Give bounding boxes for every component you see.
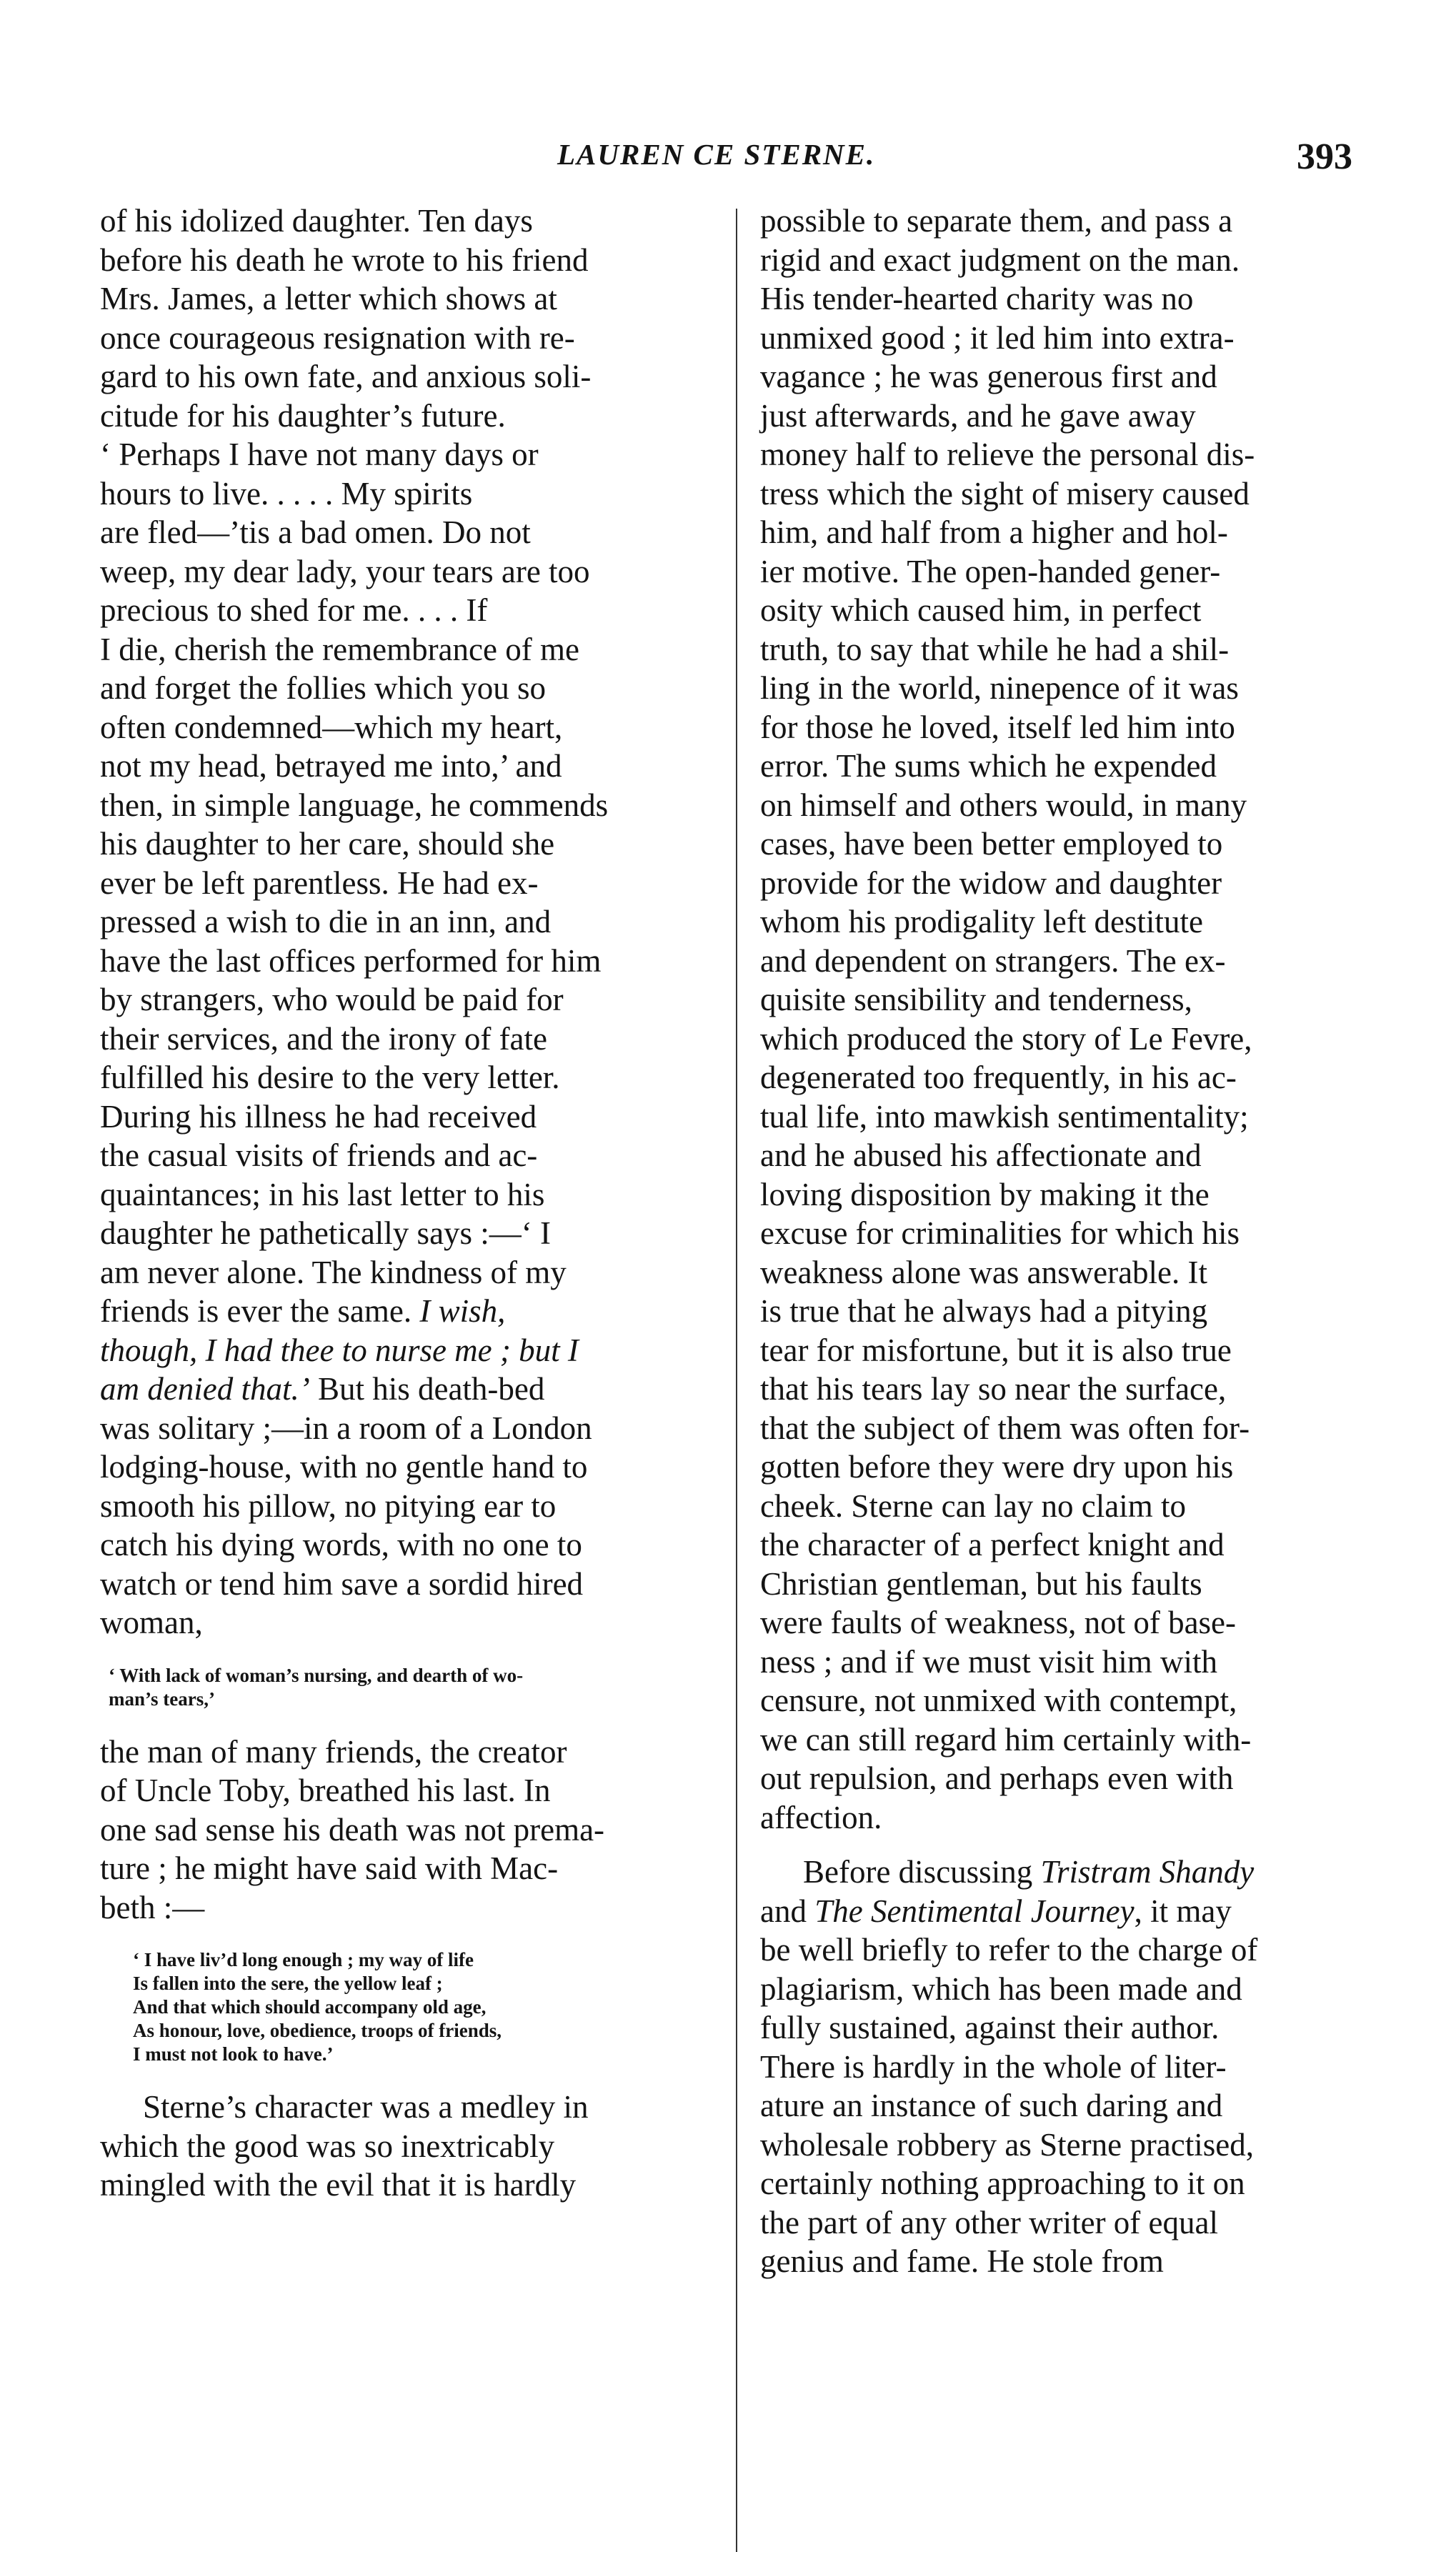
text-line: and The Sentimental Journey, it may: [760, 1893, 1232, 1929]
text-line: fulfilled his desire to the very letter.: [100, 1060, 560, 1095]
text-line: mingled with the evil that it is hardly: [100, 2167, 577, 2203]
text-line: though, I had thee to nurse me ; but I: [100, 1332, 579, 1368]
text-line: I die, cherish the remembrance of me: [100, 631, 579, 667]
text-line: ling in the world, ninepence of it was: [760, 670, 1239, 706]
text-line: gard to his own fate, and anxious soli-: [100, 359, 592, 394]
text-line: loving disposition by making it the: [760, 1176, 1210, 1212]
text-line: daughter he pathetically says :—‘ I: [100, 1215, 552, 1251]
text-line: friends is ever the same. I wish,: [100, 1293, 506, 1329]
text-line: pressed a wish to die in an inn, and: [100, 904, 552, 939]
text-line: the character of a perfect knight and: [760, 1527, 1225, 1562]
text-line: just afterwards, and he gave away: [760, 397, 1196, 434]
text-line: wholesale robbery as Sterne practised,: [760, 2126, 1254, 2163]
text-line: was solitary ;—in a room of a London: [100, 1410, 592, 1446]
left-paragraph-2: [100, 1733, 707, 1928]
text-line: quisite sensibility and tenderness,: [760, 982, 1192, 1017]
text-line: smooth his pillow, no pitying ear to: [100, 1487, 557, 1524]
text-line: possible to separate them, and pass a: [760, 203, 1233, 239]
text-line: cheek. Sterne can lay no claim to: [760, 1487, 1187, 1524]
text-line: is true that he always had a pitying: [760, 1293, 1208, 1329]
text-line: Christian gentleman, but his faults: [760, 1565, 1202, 1602]
text-line: on himself and others would, in many: [760, 787, 1247, 823]
text-line: excuse for criminalities for which his: [760, 1215, 1240, 1251]
text-line: weep, my dear lady, your tears are too: [100, 553, 590, 589]
text-line: hours to live. . . . . My spirits: [100, 475, 473, 512]
verse-quote-1: [100, 1664, 707, 1711]
running-title: LAUREN CE STERNE.: [557, 138, 876, 171]
text-line: watch or tend him save a sordid hired: [100, 1565, 584, 1602]
text-line: unmixed good ; it led him into extra-: [760, 319, 1235, 356]
text-line: tual life, into mawkish sentimentality;: [760, 1098, 1249, 1135]
text-line: that the subject of them was often for-: [760, 1410, 1250, 1446]
text-line: by strangers, who would be paid for: [100, 982, 564, 1017]
book-title-sentimental-journey: The Sentimental Journey: [814, 1893, 1135, 1929]
text-line: one sad sense his death was not prema-: [100, 1811, 605, 1848]
right-column: [760, 201, 1369, 2281]
italic-quote-fragment: I wish,: [412, 1293, 506, 1329]
text-line: error. The sums which he expended: [760, 748, 1217, 784]
text-line: of his idolized daughter. Ten days: [100, 203, 533, 239]
left-paragraph-3: [100, 2088, 707, 2205]
text-line: then, in simple language, he commends: [100, 787, 609, 823]
text-line: be well briefly to refer to the charge of: [760, 1932, 1258, 1968]
left-paragraph-1: [100, 201, 707, 1643]
text-line: His tender-hearted charity was no: [760, 281, 1194, 316]
text-line: provide for the widow and daughter: [760, 864, 1222, 901]
text-line: osity which caused him, in perfect: [760, 592, 1202, 628]
quote-line: And that which should accompany old age,: [133, 1996, 487, 2018]
text-line: fully sustained, against their author.: [760, 2010, 1220, 2045]
text-line: tress which the sight of misery caused: [760, 475, 1250, 512]
quote-line: Is fallen into the sere, the yellow leaf ;: [133, 1973, 443, 1994]
text-line: we can still regard him certainly with-: [760, 1721, 1252, 1758]
text-line: their services, and the irony of fate: [100, 1020, 548, 1057]
text-line: of Uncle Toby, breathed his last. In: [100, 1773, 551, 1808]
text-line: plagiarism, which has been made and: [760, 1970, 1242, 2007]
book-title-tristram-shandy: Tristram Shandy: [1040, 1854, 1255, 1890]
page-number: 393: [1297, 136, 1352, 177]
text-line: his daughter to her care, should she: [100, 826, 555, 862]
text-line: not my head, betrayed me into,’ and: [100, 748, 562, 784]
text-line: and forget the follies which you so: [100, 670, 547, 706]
text-line: ‘ Perhaps I have not many days or: [100, 437, 539, 472]
text-line: often condemned—which my heart,: [100, 709, 563, 745]
verse-quote-2: [100, 1948, 707, 2066]
column-divider: [736, 209, 737, 2552]
text-line: lodging-house, with no gentle hand to: [100, 1449, 588, 1485]
text-line: am denied that.’ But his death-bed: [100, 1371, 545, 1407]
text-line: the part of any other writer of equal: [760, 2204, 1218, 2241]
text-line: gotten before they were dry upon his: [760, 1449, 1234, 1485]
text-line: certainly nothing approaching to it on: [760, 2165, 1245, 2201]
text-line: him, and half from a higher and hol-: [760, 514, 1228, 550]
text-line: woman,: [100, 1605, 203, 1640]
text-line: once courageous resignation with re-: [100, 319, 575, 356]
text-line: ature an instance of such daring and: [760, 2088, 1223, 2123]
text-line: catch his dying words, with no one to: [100, 1527, 582, 1562]
text-line: for those he loved, itself led him into: [760, 709, 1235, 745]
text-line: and dependent on strangers. The ex-: [760, 942, 1226, 979]
left-column: [100, 201, 707, 2205]
text-line: vagance ; he was generous first and: [760, 359, 1217, 394]
text-line: and he abused his affectionate and: [760, 1137, 1202, 1173]
right-paragraph-2: [760, 1853, 1369, 2281]
text-line: ness ; and if we must visit him with: [760, 1643, 1217, 1680]
text-line: tear for misfortune, but it is also true: [760, 1332, 1232, 1368]
quote-line: I must not look to have.’: [133, 2043, 334, 2065]
text-line: money half to relieve the personal dis-: [760, 437, 1255, 472]
text-line: quaintances; in his last letter to his: [100, 1176, 545, 1212]
text-line: the man of many friends, the creator: [100, 1733, 567, 1770]
quote-line: ‘ I have liv’d long enough ; my way of life: [133, 1949, 474, 1970]
text-line: before his death he wrote to his friend: [100, 241, 589, 278]
text-line: citude for his daughter’s future.: [100, 397, 506, 434]
text-line: Sterne’s character was a medley in: [143, 2089, 589, 2125]
text-line: ier motive. The open-handed gener-: [760, 553, 1221, 589]
quote-line: ‘ With lack of woman’s nursing, and dearth of wo-: [109, 1664, 524, 1686]
quote-line: man’s tears,’: [109, 1688, 215, 1710]
text-line: cases, have been better employed to: [760, 826, 1223, 862]
text-line: the casual visits of friends and ac-: [100, 1137, 538, 1173]
text-line: precious to shed for me. . . . If: [100, 592, 488, 628]
text-line: am never alone. The kindness of my: [100, 1254, 567, 1290]
text-line: ever be left parentless. He had ex-: [100, 864, 539, 901]
text-line: truth, to say that while he had a shil-: [760, 631, 1230, 667]
text-line: Mrs. James, a letter which shows at: [100, 281, 557, 316]
text-line: There is hardly in the whole of liter-: [760, 2048, 1227, 2085]
text-line: During his illness he had received: [100, 1098, 537, 1135]
text-line: ture ; he might have said with Mac-: [100, 1850, 559, 1886]
text-line: rigid and exact judgment on the man.: [760, 241, 1240, 278]
text-line: out repulsion, and perhaps even with: [760, 1760, 1234, 1796]
text-line: whom his prodigality left destitute: [760, 904, 1203, 939]
text-line: which produced the story of Le Fevre,: [760, 1020, 1252, 1057]
text-line: Before discussing Tristram Shandy: [803, 1854, 1255, 1890]
text-line: genius and fame. He stole from: [760, 2243, 1164, 2279]
text-line: weakness alone was answerable. It: [760, 1254, 1208, 1290]
text-line: were faults of weakness, not of base-: [760, 1605, 1237, 1640]
text-line: that his tears lay so near the surface,: [760, 1371, 1227, 1407]
text-line: censure, not unmixed with contempt,: [760, 1683, 1237, 1718]
text-line: beth :—: [100, 1889, 205, 1925]
text-line: which the good was so inextricably: [100, 2128, 555, 2164]
right-paragraph-1: [760, 201, 1369, 1837]
quote-line: As honour, love, obedience, troops of friends,: [133, 2020, 502, 2041]
text-line: have the last offices performed for him: [100, 942, 602, 979]
text-line: are fled—’tis a bad omen. Do not: [100, 514, 531, 550]
text-line: degenerated too frequently, in his ac-: [760, 1060, 1237, 1095]
text-line: affection.: [760, 1799, 882, 1835]
